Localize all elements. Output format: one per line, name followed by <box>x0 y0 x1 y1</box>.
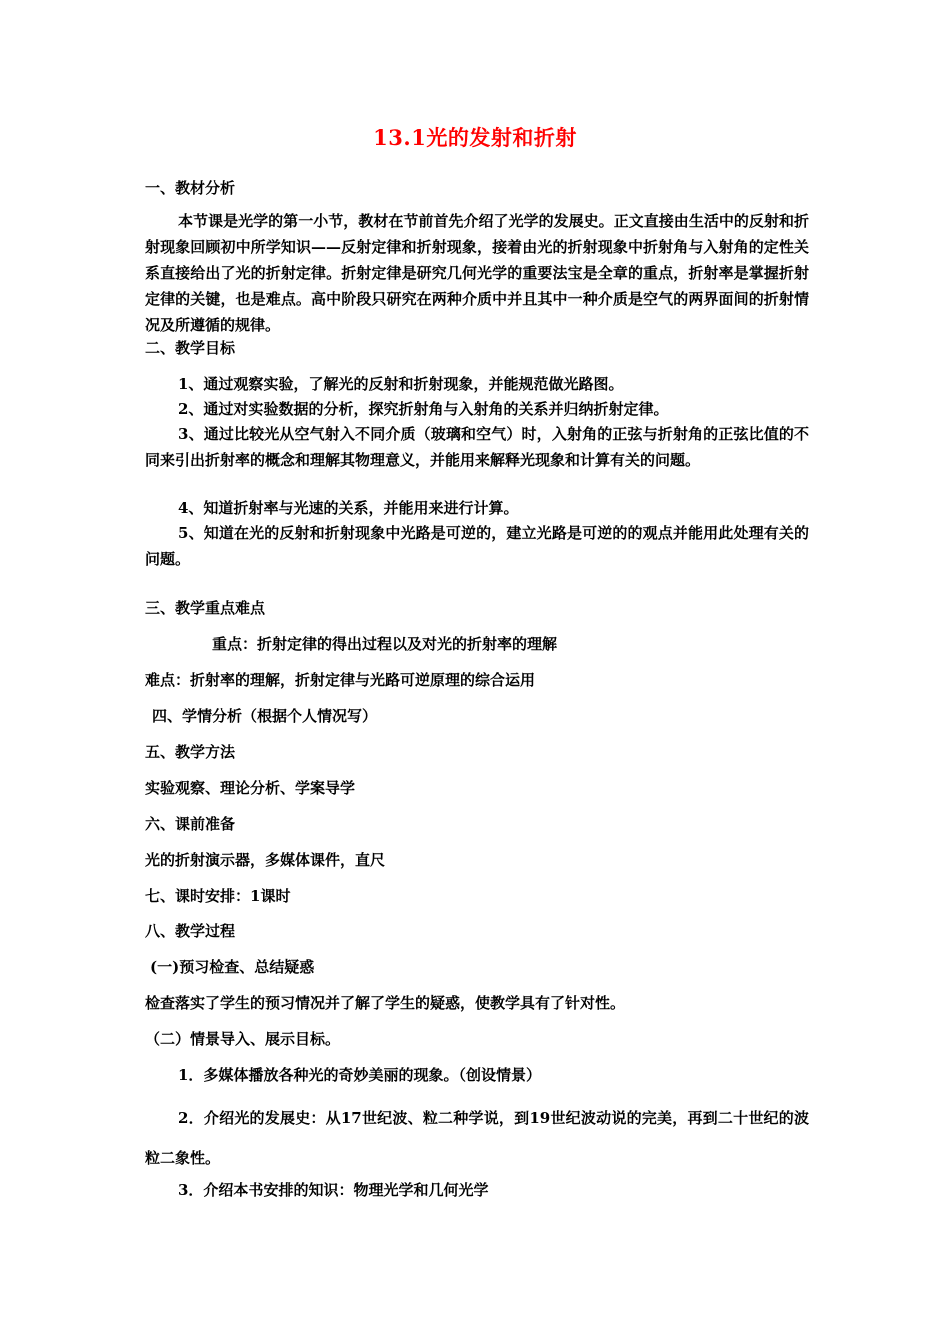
section-heading-teaching-method: 五、教学方法 <box>145 743 236 761</box>
section-heading-teaching-goals: 二、教学目标 <box>145 339 236 357</box>
goal-item-2: 2、通过对实验数据的分析，探究折射角与入射角的关系并归纳折射定律。 <box>178 400 669 418</box>
section-heading-class-hours: 七、课时安排：1课时 <box>145 887 291 905</box>
textbook-analysis-paragraph: 本节课是光学的第一小节，教材在节前首先介绍了光学的发展史。正文直接由生活中的反射和折射现象回顾初中所学知识——反射定律和折射现象，接着由光的折射现象中折射角与入射角的定性关系直接给出了光的折射定律。折射定律是研究几何光学的重要法宝是全章的重点，折射率是掌握折射定律的关键，也是难点。高中阶段只研究在两种介质中并且其中一种介质是空气的两界面间的折射情况及所遵循的规律。 <box>145 212 809 334</box>
section-heading-key-points: 三、教学重点难点 <box>145 599 266 617</box>
key-point-text: 重点：折射定律的得出过程以及对光的折射率的理解 <box>212 635 558 653</box>
section-heading-student-analysis: 四、学情分析（根据个人情况写） <box>152 707 378 725</box>
preparation-text: 光的折射演示器，多媒体课件，直尺 <box>145 851 386 869</box>
subsection-scenario-intro: （二）情景导入、展示目标。 <box>145 1030 341 1048</box>
goal-item-3: 3、通过比较光从空气射入不同介质（玻璃和空气）时，入射角的正弦与折射角的正弦比值的不同来引出折射率的概念和理解其物理意义，并能用来解释光现象和计算有关的问题。 <box>145 425 809 469</box>
process-item-3: 3．介绍本书安排的知识：物理光学和几何光学 <box>178 1181 489 1199</box>
document-title: 13.1光的发射和折射 <box>373 125 577 150</box>
goal-item-5: 5、知道在光的反射和折射现象中光路是可逆的，建立光路是可逆的的观点并能用此处理有关的问题。 <box>145 524 809 568</box>
section-heading-preparation: 六、课前准备 <box>145 815 236 833</box>
process-item-2: 2．介绍光的发展史：从17世纪波、粒二种学说，到19世纪波动说的完美，再到二十世纪的波粒二象性。 <box>145 1109 809 1167</box>
goal-item-1: 1、通过观察实验，了解光的反射和折射现象，并能规范做光路图。 <box>178 375 624 393</box>
section-heading-textbook-analysis: 一、教材分析 <box>145 179 236 197</box>
subsection-preview-check: (一)预习检查、总结疑惑 <box>150 958 315 976</box>
process-item-1: 1．多媒体播放各种光的奇妙美丽的现象。（创设情景） <box>178 1066 541 1084</box>
teaching-method-text: 实验观察、理论分析、学案导学 <box>145 779 356 797</box>
goal-item-4: 4、知道折射率与光速的关系，并能用来进行计算。 <box>178 499 519 517</box>
difficulty-text: 难点：折射率的理解，折射定律与光路可逆原理的综合运用 <box>145 671 536 689</box>
preview-check-text: 检查落实了学生的预习情况并了解了学生的疑惑，使教学具有了针对性。 <box>145 994 626 1012</box>
section-heading-teaching-process: 八、教学过程 <box>145 922 236 940</box>
